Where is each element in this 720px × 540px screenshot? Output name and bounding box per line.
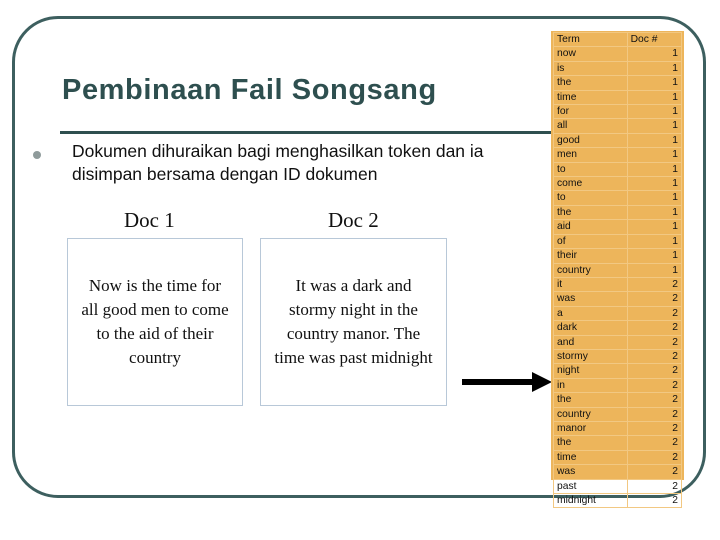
term-cell: in bbox=[554, 378, 628, 392]
term-cell: was bbox=[554, 292, 628, 306]
inverted-index-table bbox=[551, 31, 684, 506]
table-row bbox=[554, 76, 682, 90]
doc-id-cell: 1 bbox=[627, 47, 681, 61]
doc1-box bbox=[67, 238, 243, 406]
term-cell: all bbox=[554, 119, 628, 133]
term-cell: for bbox=[554, 105, 628, 119]
doc1-label: Doc 1 bbox=[124, 208, 175, 232]
term-cell: come bbox=[554, 177, 628, 191]
doc-id-cell: 1 bbox=[627, 205, 681, 219]
doc-id-cell: 1 bbox=[627, 105, 681, 119]
doc2-box bbox=[260, 238, 447, 406]
table-row bbox=[554, 306, 682, 320]
doc-id-cell: 1 bbox=[627, 119, 681, 133]
term-cell: to bbox=[554, 191, 628, 205]
table-row bbox=[554, 349, 682, 363]
table-row bbox=[554, 177, 682, 191]
doc-id-cell: 1 bbox=[627, 148, 681, 162]
doc-id-cell: 1 bbox=[627, 133, 681, 147]
doc-id-cell: 2 bbox=[627, 407, 681, 421]
table-row bbox=[554, 378, 682, 392]
term-cell: a bbox=[554, 306, 628, 320]
term-cell: the bbox=[554, 393, 628, 407]
term-cell: their bbox=[554, 249, 628, 263]
doc-id-cell: 2 bbox=[627, 277, 681, 291]
term-cell: country bbox=[554, 263, 628, 277]
term-cell: now bbox=[554, 47, 628, 61]
term-cell: it bbox=[554, 277, 628, 291]
term-cell: time bbox=[554, 90, 628, 104]
doc-id-cell: 2 bbox=[627, 349, 681, 363]
table-row bbox=[554, 90, 682, 104]
table-row bbox=[554, 191, 682, 205]
table-row bbox=[554, 321, 682, 335]
term-cell: time bbox=[554, 450, 628, 464]
table-row bbox=[554, 292, 682, 306]
doc-id-cell: 1 bbox=[627, 61, 681, 75]
term-cell: men bbox=[554, 148, 628, 162]
term-cell: good bbox=[554, 133, 628, 147]
doc-id-cell: 2 bbox=[627, 479, 681, 493]
title-divider bbox=[60, 131, 560, 134]
right-arrow-icon bbox=[462, 372, 552, 394]
term-cell: was bbox=[554, 465, 628, 479]
term-cell: night bbox=[554, 364, 628, 378]
table-row bbox=[554, 249, 682, 263]
table-row bbox=[554, 148, 682, 162]
doc-id-cell: 1 bbox=[627, 234, 681, 248]
doc-id-cell: 2 bbox=[627, 421, 681, 435]
table-row bbox=[554, 407, 682, 421]
doc-id-cell: 2 bbox=[627, 292, 681, 306]
doc-id-cell: 2 bbox=[627, 465, 681, 479]
doc-id-cell: 2 bbox=[627, 306, 681, 320]
doc-id-cell: 2 bbox=[627, 450, 681, 464]
doc-id-cell: 1 bbox=[627, 90, 681, 104]
term-cell: past bbox=[554, 479, 628, 493]
term-cell: country bbox=[554, 407, 628, 421]
doc-id-cell: 1 bbox=[627, 263, 681, 277]
table-row bbox=[554, 436, 682, 450]
column-header-doc: Doc # bbox=[627, 33, 681, 47]
term-cell: is bbox=[554, 61, 628, 75]
doc2-text: It was a dark and stormy night in the country manor. The time was past midnight bbox=[274, 276, 433, 367]
term-cell: the bbox=[554, 205, 628, 219]
table-row bbox=[554, 494, 682, 508]
term-cell: midnight bbox=[554, 494, 628, 508]
bullet-dot-icon bbox=[33, 151, 41, 159]
table-row bbox=[554, 277, 682, 291]
doc-id-cell: 2 bbox=[627, 335, 681, 349]
table-row bbox=[554, 220, 682, 234]
doc2-label: Doc 2 bbox=[328, 208, 379, 232]
term-cell: of bbox=[554, 234, 628, 248]
slide-title: Pembinaan Fail Songsang bbox=[62, 74, 437, 106]
doc-id-cell: 1 bbox=[627, 249, 681, 263]
doc-id-cell: 2 bbox=[627, 378, 681, 392]
table-row bbox=[554, 162, 682, 176]
table-row bbox=[554, 465, 682, 479]
table-row bbox=[554, 61, 682, 75]
doc-id-cell: 2 bbox=[627, 393, 681, 407]
term-cell: manor bbox=[554, 421, 628, 435]
doc-id-cell: 1 bbox=[627, 191, 681, 205]
table-row bbox=[554, 450, 682, 464]
table-row bbox=[554, 119, 682, 133]
doc-id-cell: 2 bbox=[627, 494, 681, 508]
column-header-term: Term bbox=[554, 33, 628, 47]
table-row bbox=[554, 205, 682, 219]
table-row bbox=[554, 364, 682, 378]
doc1-text: Now is the time for all good men to come to the aid of their country bbox=[81, 276, 229, 367]
term-cell: stormy bbox=[554, 349, 628, 363]
term-cell: and bbox=[554, 335, 628, 349]
table-row bbox=[554, 234, 682, 248]
doc-id-cell: 1 bbox=[627, 177, 681, 191]
term-cell: to bbox=[554, 162, 628, 176]
term-cell: aid bbox=[554, 220, 628, 234]
doc-id-cell: 2 bbox=[627, 364, 681, 378]
doc-id-cell: 1 bbox=[627, 162, 681, 176]
table-row bbox=[554, 47, 682, 61]
doc-id-cell: 1 bbox=[627, 220, 681, 234]
table-row bbox=[554, 133, 682, 147]
doc-id-cell: 2 bbox=[627, 436, 681, 450]
doc-id-cell: 1 bbox=[627, 76, 681, 90]
term-cell: the bbox=[554, 76, 628, 90]
term-cell: dark bbox=[554, 321, 628, 335]
table-row bbox=[554, 421, 682, 435]
table-row bbox=[554, 105, 682, 119]
bullet-text: Dokumen dihuraikan bagi menghasilkan token dan ia disimpan bersama dengan ID dokumen bbox=[72, 141, 484, 184]
table-row bbox=[554, 479, 682, 493]
table-row bbox=[554, 263, 682, 277]
table-row bbox=[554, 393, 682, 407]
doc-id-cell: 2 bbox=[627, 321, 681, 335]
term-cell: the bbox=[554, 436, 628, 450]
table-row bbox=[554, 335, 682, 349]
